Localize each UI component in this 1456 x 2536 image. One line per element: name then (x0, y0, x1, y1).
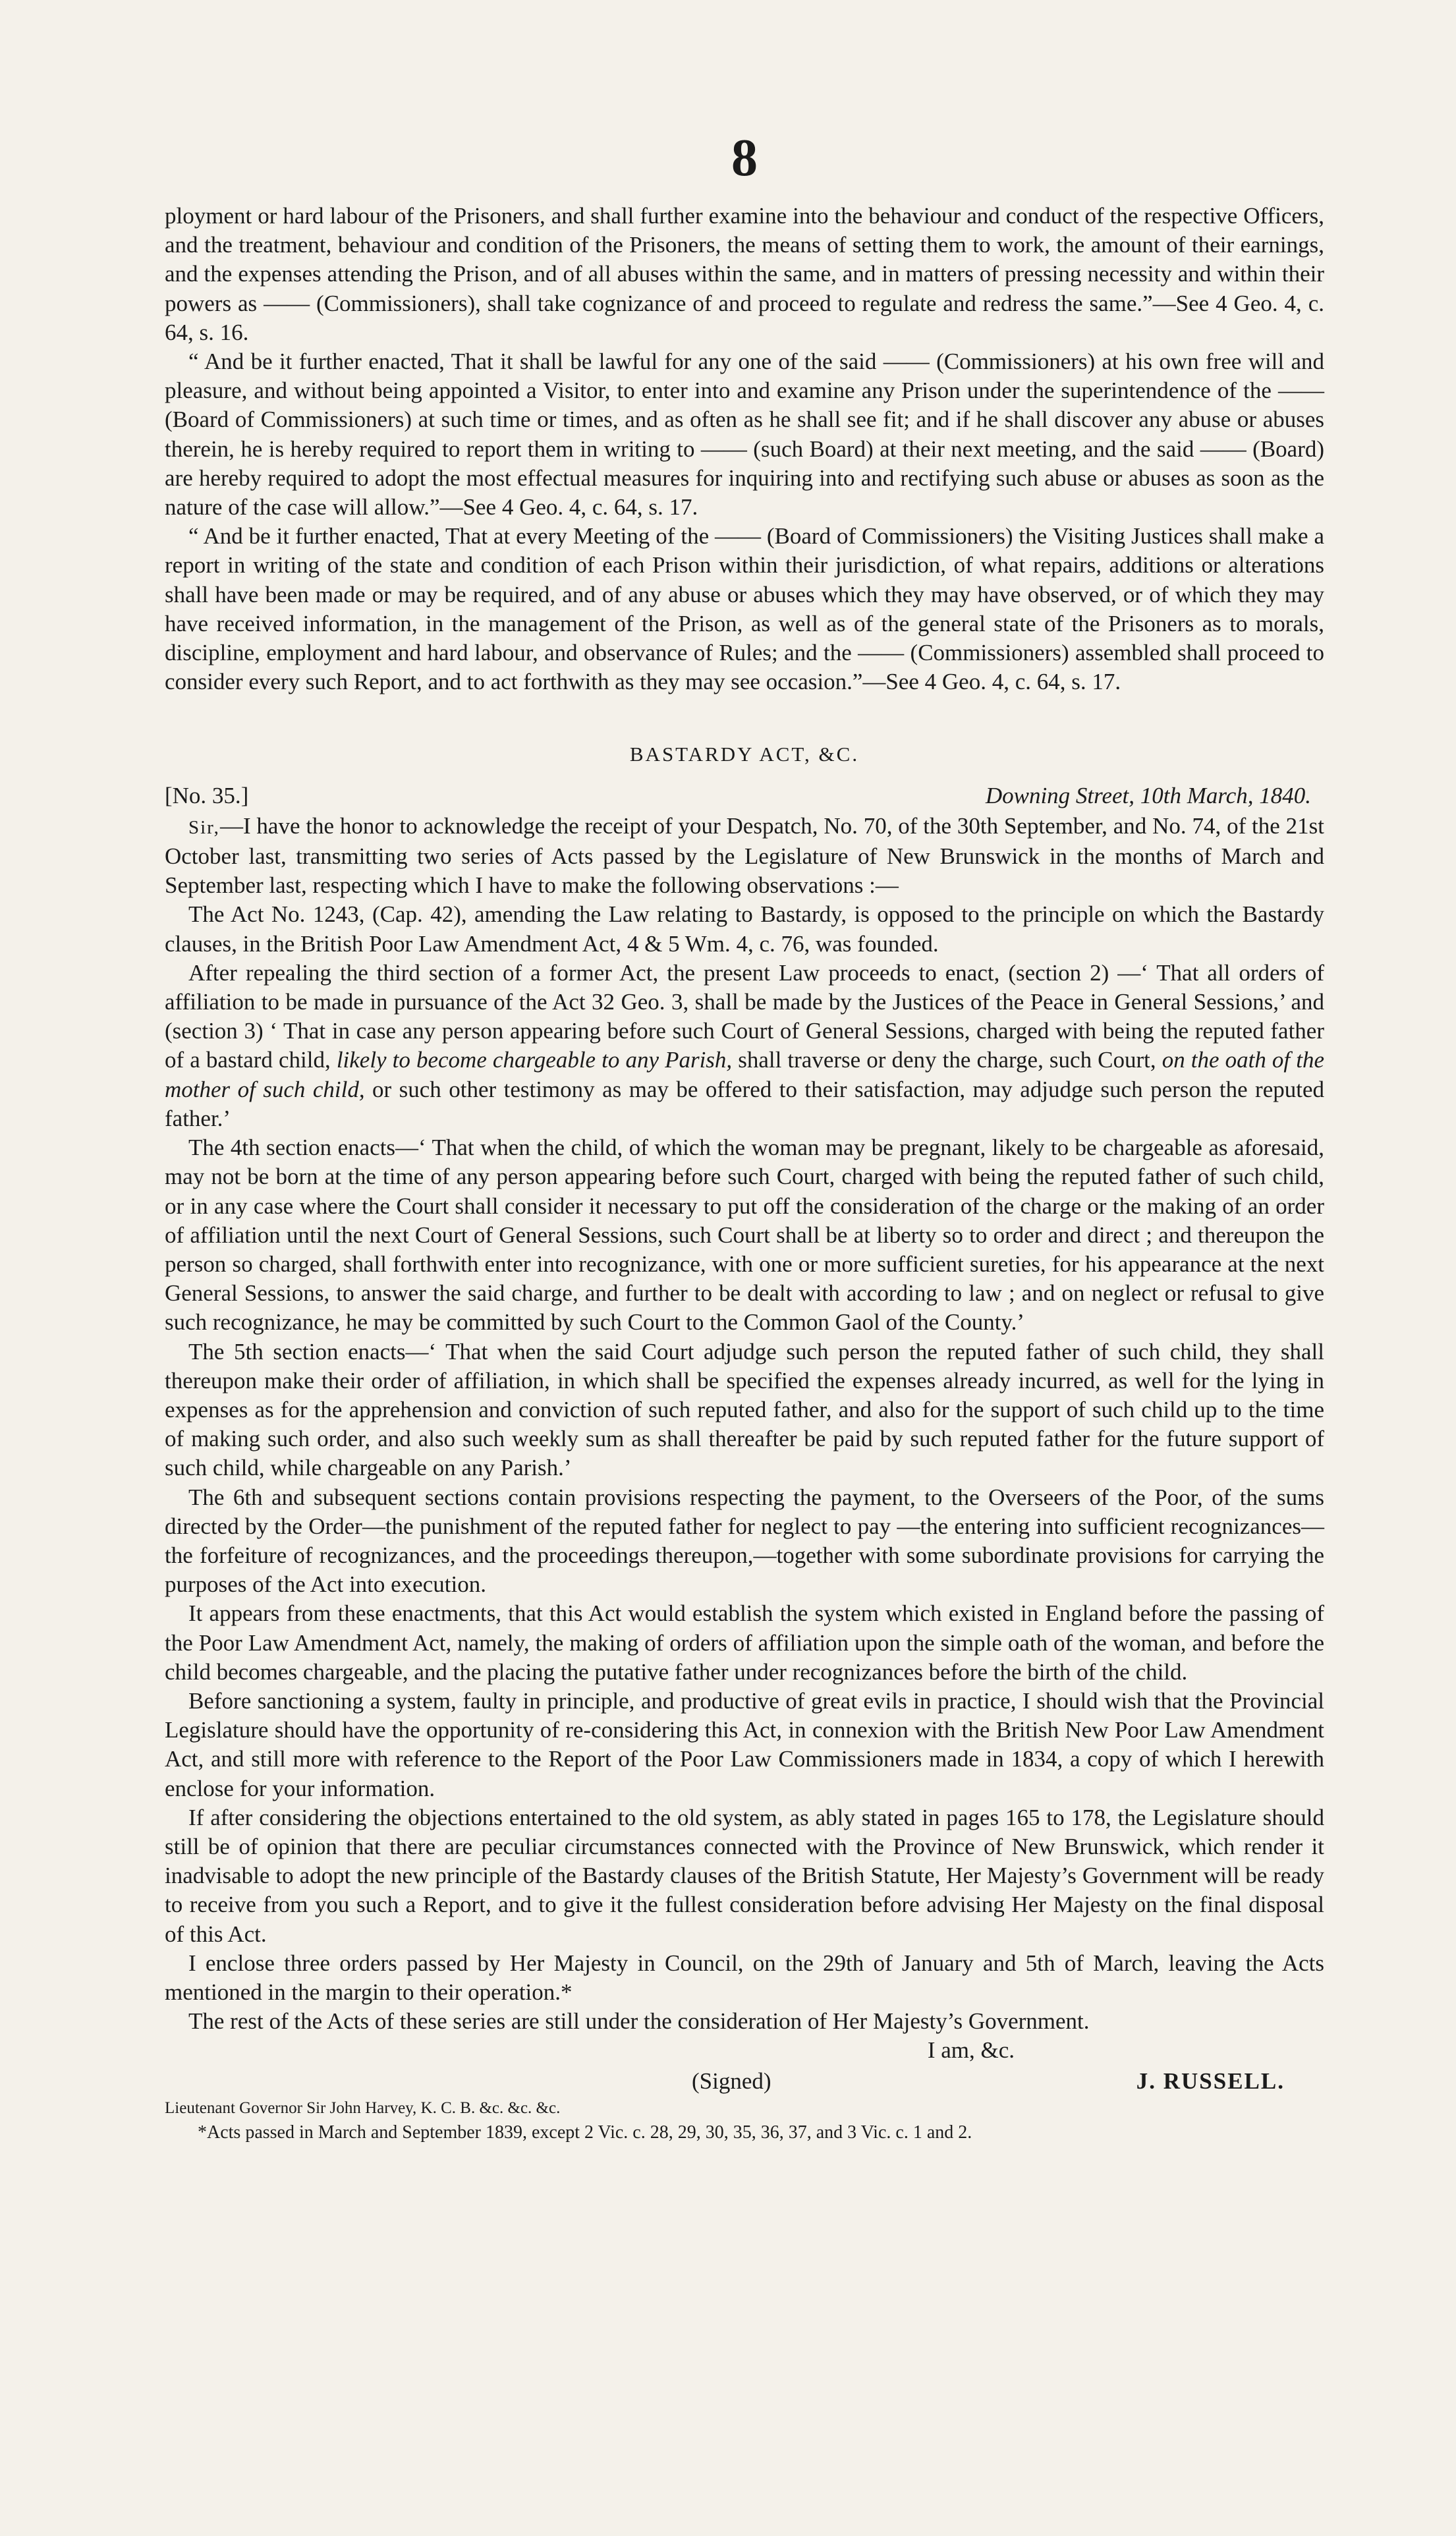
paragraph-opening (165, 812, 1324, 901)
salutation: Sir, (188, 816, 220, 838)
dispatch-header (165, 781, 1324, 810)
paragraph-continuation: ployment or hard labour of the Prisoners, and shall further examine into the behaviour and conduct of the respective Officers, and the treatment, behaviour and condition of the Prisoners, the means of setting them to work, the amount of their earnings, and the expenses attending the Prison, and of all abuses within the same, and in matters of pressing necessity and within their powers as —— (Commissioners), shall take cognizance of and proceed to regulate and redress the same.”—See 4 Geo. 4, c. 64, s. 16. (165, 203, 1324, 345)
paragraph-rest: The rest of the Acts of these series are still under the consideration of Her Majesty’s Government. (188, 2008, 1090, 2035)
paragraph-enclose: I enclose three orders passed by Her Majesty in Council, on the 29th of January and 5th of March, leaving the Acts mentioned in the margin to their operation.* (165, 1950, 1324, 2005)
signature-line (165, 2067, 1324, 2096)
addressee: Lieutenant Governor Sir John Harvey, K. C. B. &c. &c. &c. (165, 2099, 561, 2117)
paragraph-act: The Act No. 1243, (Cap. 42), amending the Law relating to Bastardy, is opposed to the principle on which the Bastardy clauses, in the British Poor Law Amendment Act, 4 & 5 Wm. 4, c. 76, was founded. (165, 901, 1324, 957)
page-number: 8 (731, 129, 758, 187)
footnote: *Acts passed in March and September 1839, except 2 Vic. c. 28, 29, 30, 35, 36, 37, and 3 Vic. c. 1 and 2. (198, 2122, 972, 2143)
section-2-text-c: or such other testimony as may be offered to their satisfaction, may adjudge such person the reputed father.’ (165, 1076, 1324, 1131)
paragraph-appears: It appears from these enactments, that this Act would establish the system which existed in England before the passing of the Poor Law Amendment Act, namely, the making of orders of affiliation upon the simple oath of the woman, and before the child becomes chargeable, and the placing the putative father under recognizances before the birth of the child. (165, 1600, 1324, 1685)
paragraph-section-2 (165, 959, 1324, 1133)
section-2-text-a: After repealing the third section of a former Act, the present Law proceeds to enact, (section 2) —‘ That all orders of affiliation to be made in pursuance of the Act 32 Geo. 3, shall be made by the Justices of the Peace in General Sessions,’ and (section 3) ‘ That in case any person appearing before such Court of General Sessions, charged with being the reputed father of a bastard child, (165, 959, 1324, 1073)
paragraph-enacted-visitor: “ And be it further enacted, That it shall be lawful for any one of the said —— (Commissioners) at his own free will and pleasure, and without being appointed a Visitor, to enter into and examine any Prison under the superintendence of the —— (Board of Commissioners) at such time or times, and as often as he shall see fit; and if he shall discover any abuse or abuses therein, he is hereby required to report them in writing to —— (such Board) at their next meeting, and the said —— (Board) are hereby required to adopt the most effectual measures for inquiring into and rectifying such abuse or abuses as soon as the nature of the case will allow.”—See 4 Geo. 4, c. 64, s. 17. (165, 349, 1324, 521)
paragraph-section-5: The 5th section enacts—‘ That when the said Court adjudge such person the reputed father of such child, they shall thereupon make their order of affiliation, in which shall be specified the expenses already incurred, as well for the lying in expenses as for the apprehension and conviction of such reputed father, and also for the support of such child up to the time of making such order, and also such weekly sum as shall thereafter be paid by such reputed father for the future support of such child, while chargeable on any Parish.’ (165, 1338, 1324, 1481)
closing: I am, &c. (927, 2037, 1015, 2064)
section-heading: BASTARDY ACT, &C. (629, 743, 860, 766)
signatory-name: J. RUSSELL. (1136, 2068, 1285, 2094)
paragraph-if-after: If after considering the objections entertained to the old system, as ably stated in pages 165 to 178, the Legislature should still be of opinion that there are peculiar circumstances connected with the Province of New Brunswick, which render it inadvisable to adopt the new principle of the Bastardy clauses of the British Statute, Her Majesty’s Government will be ready to receive from you such a Report, and to give it the fullest consideration before advising Her Majesty on the final disposal of this Act. (165, 1804, 1324, 1947)
opening-text: —I have the honor to acknowledge the receipt of your Despatch, No. 70, of the 30th September, and No. 74, of the 21st October last, transmitting two series of Acts passed by the Legislature of New Brunswick in the months of March and September last, respecting which I have to make the following observations :— (165, 812, 1324, 899)
dispatch-date: Downing Street, 10th March, 1840. (985, 782, 1311, 808)
paragraph-before-sanctioning: Before sanctioning a system, faulty in principle, and productive of great evils in practice, I should wish that the Provincial Legislature should have the opportunity of re-considering this Act, in connexion with the British New Poor Law Amendment Act, and still more with reference to the Report of the Poor Law Commissioners made in 1834, a copy of which I herewith enclose for your information. (165, 1687, 1324, 1801)
paragraph-section-6: The 6th and subsequent sections contain provisions respecting the payment, to the Overseers of the Poor, of the sums directed by the Order—the punishment of the reputed father for neglect to pay —the entering into sufficient recognizances—the forfeiture of recognizances, and the proceedings thereupon,—together with some subordinate provisions for carrying the purposes of the Act into execution. (165, 1484, 1324, 1598)
paragraph-enacted-meeting: “ And be it further enacted, That at every Meeting of the —— (Board of Commissioners) the Visiting Justices shall make a report in writing of the state and condition of each Prison within their jurisdiction, of what repairs, additions or alterations shall have been made or may be required, and of any abuse or abuses which they may have observed, or of which they may have received information, in the management of the Prison, as well as of the general state of the Prisoners as to morals, discipline, employment and hard labour, and observance of Rules; and the —— (Commissioners) assembled shall proceed to consider every such Report, and to act forthwith as they may see occasion.”—See 4 Geo. 4, c. 64, s. 17. (165, 523, 1324, 695)
section-2-emphasis-2: on the oath of the mother of such child, (165, 1047, 1324, 1102)
dispatch-number: [No. 35.] (165, 782, 249, 808)
paragraph-section-4: The 4th section enacts—‘ That when the child, of which the woman may be pregnant, likely to be chargeable as aforesaid, may not be born at the time of any person appearing before such Court, charged with being the reputed father of such child, or in any case where the Court shall consider it necessary to put off the consideration of the charge or the making of an order of affiliation until the next Court of General Sessions, such Court shall be at liberty so to order and direct ; and thereupon the person so charged, shall forthwith enter into recognizance, with one or more sufficient sureties, for his appearance at the next General Sessions, to answer the said charge, and further to be dealt with according to law ; and on neglect or refusal to give such recognizance, he may be committed by such Court to the Common Gaol of the County.’ (165, 1135, 1324, 1336)
section-2-emphasis-1: likely to become chargeable to any Parish, (336, 1047, 733, 1073)
signed-label: (Signed) (692, 2068, 771, 2094)
section-2-text-b: shall traverse or deny the charge, such Court, (732, 1047, 1162, 1073)
document-page (165, 129, 1324, 2146)
